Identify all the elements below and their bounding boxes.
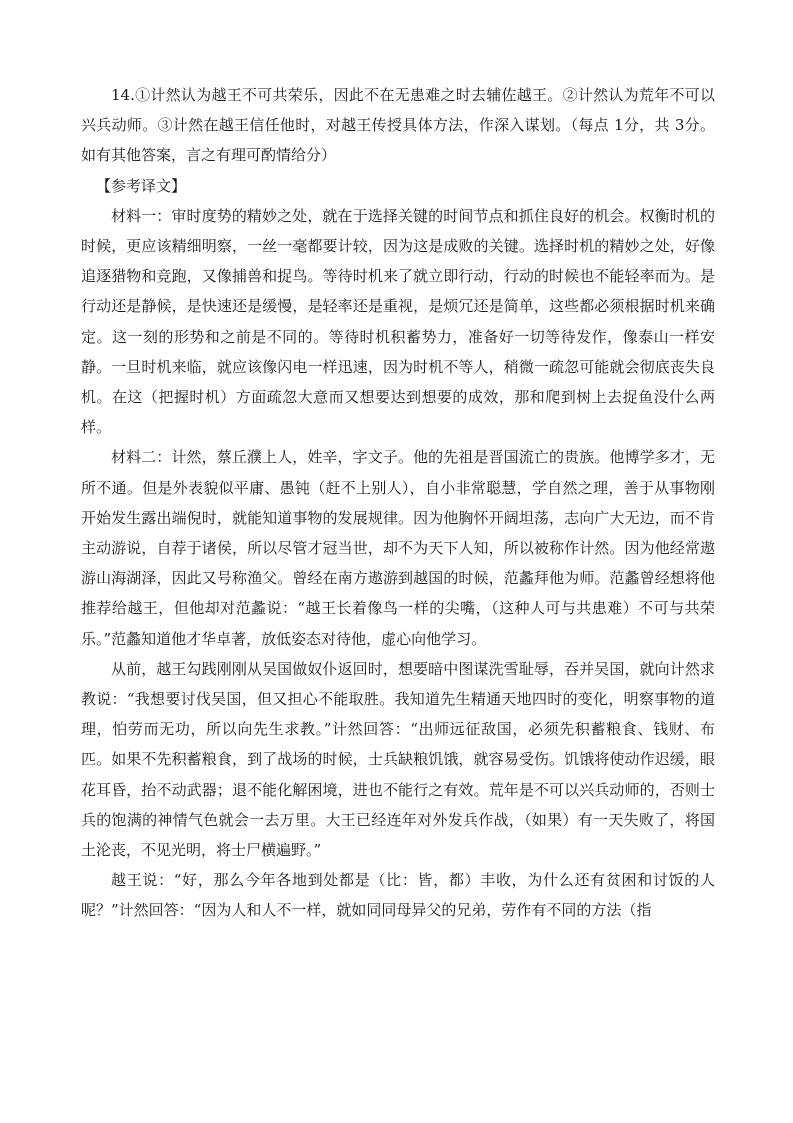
material-two-paragraph: 材料二：计然，蔡丘濮上人，姓辛，字文子。他的先祖是晋国流亡的贵族。他博学多才，无所不通。但是外表貌似平庸、愚钝（赶不上别人），自小非常聪慧，学自然之理，善于从事物刚开始发生露出端倪时，就能知道事物的发展规律。因为他胸怀开阔坦荡，志向广大无边，而不肯主动游说，自荐于诸侯，所以尽管才冠当世，却不为天下人知，所以被称作计然。因为他经常遨游山海湖泽，因此又号称渔父。曾经在南方遨游到越国的时候，范蠡拜他为师。范蠡曾经想将他推荐给越王，但他却对范蠡说：“越王长着像鸟一样的尖嘴，（这种人可与共患难）不可与共荣乐。”范蠡知道他才华卓著，放低姿态对待他，虚心向他学习。 [81, 448, 715, 648]
answer-14: 14.①计然认为越王不可共荣乐，因此不在无患难之时去辅佐越王。②计然认为荒年不可以兴兵动师。③计然在越王信任他时，对越王传授具体方法，作深入谋划。（每点 1分，共 3分。如有其他答案，言之有理可酌情给分） [81, 86, 715, 165]
goujian-paragraph: 从前，越王勾践刚刚从吴国做奴仆返回时，想要暗中图谋洗雪耻辱，吞并吴国，就向计然求教说：“我想要讨伐吴国，但又担心不能取胜。我知道先生精通天地四时的变化，明察事物的道理，怕劳而无功，所以向先生求教。”计然回答：“出师远征敌国，必须先积蓄粮食、钱财、布匹。如果不先积蓄粮食，到了战场的时候，士兵缺粮饥饿，就容易受伤。饥饿将使动作迟缓，眼花耳昏，抬不动武器；退不能化解困境，进也不能行之有效。荒年是不可以兴兵动师的，否则士兵的饱满的神情气色就会一去万里。大王已经连年对外发兵作战，（如果）有一天失败了，将国土沦丧，不见光明，将士尸横遍野。” [81, 659, 715, 860]
material-one-paragraph: 材料一：审时度势的精妙之处，就在于选择关键的时间节点和抓住良好的机会。权衡时机的时候，更应该精细明察，一丝一毫都要计较，因为这是成败的关键。选择时机的精妙之处，好像追逐猎物和竞跑，又像捕兽和捉鸟。等待时机来了就立即行动，行动的时候也不能轻率而为。是行动还是静候，是快速还是缓慢，是轻率还是重视，是烦冗还是简单，这些都必须根据时机来确定。这一刻的形势和之前是不同的。等待时机积蓄势力，准备好一切等待发作，像泰山一样安静。一旦时机来临，就应该像闪电一样迅速，因为时机不等人，稍微一疏忽可能就会彻底丧失良机。在这（把握时机）方面疏忽大意而又想要达到想要的成效，那和爬到树上去捉鱼没什么两样。 [81, 206, 715, 437]
section-heading-reference-translation: 【参考译文】 [96, 176, 187, 195]
document-body [81, 80, 715, 926]
yue-king-dialogue-paragraph: 越王说：“好，那么今年各地到处都是（比：皆，都）丰收，为什么还有贫困和讨饭的人呢？”计然回答：“因为人和人不一样，就如同同母异父的兄弟，劳作有不同的方法（指 [81, 871, 715, 920]
